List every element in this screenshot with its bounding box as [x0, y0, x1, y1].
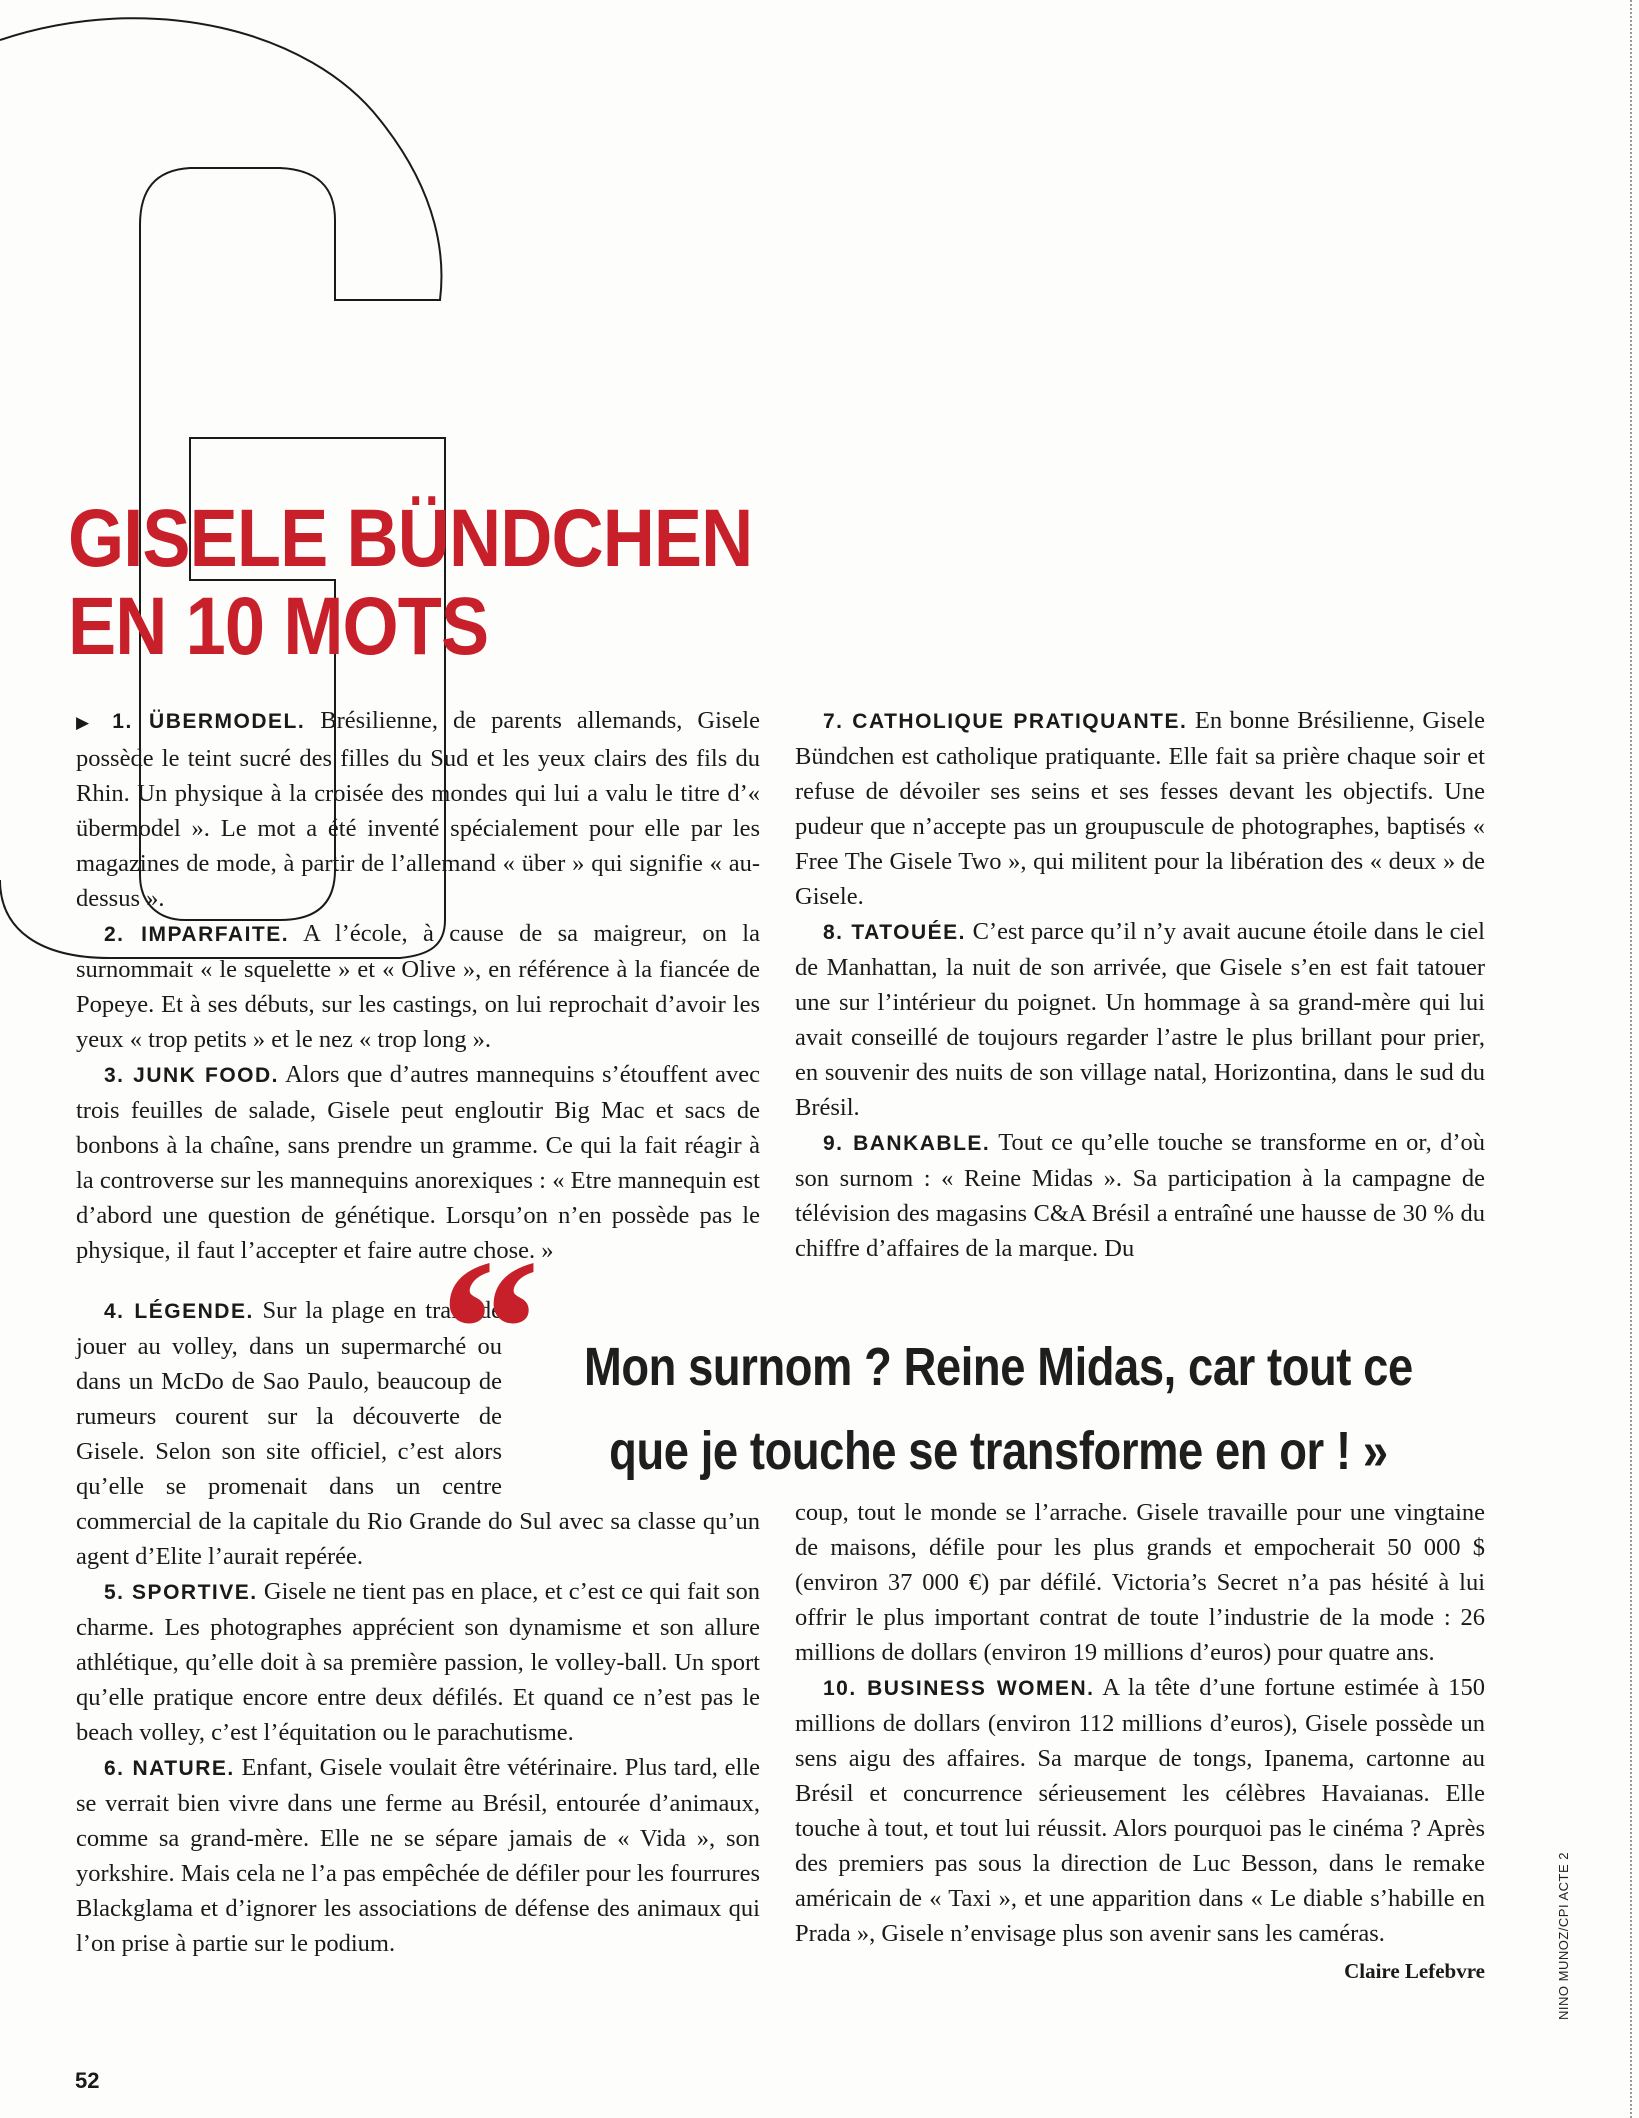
- author-byline: Claire Lefebvre: [1344, 1959, 1485, 1983]
- section-1-heading: 1. ÜBERMODEL.: [112, 710, 306, 733]
- page-edge: [1630, 0, 1635, 2118]
- section-7-heading: 7. CATHOLIQUE PRATIQUANTE.: [823, 710, 1188, 733]
- page-number: 52: [75, 2068, 100, 2093]
- section-2-text: A l’école, à cause de sa maigreur, on la surnommait « le squelette » et « Olive », en référence à la fiancée de Popeye. Et à ses débuts, sur les castings, on lui reprochait d’avoir les yeux « trop petits » et le nez « trop long ».: [76, 920, 760, 1053]
- section-9-text: Tout ce qu’elle touche se transforme en or, d’où son surnom : « Reine Midas ». Sa participation à la campagne de télévision des magasins C&A Brésil a entraîné une hausse de 30 % du chiffre d’affaires de la marque. Du: [795, 1129, 1485, 1262]
- section-6: [76, 1750, 760, 1961]
- section-1-text: Brésilienne, de parents allemands, Gisele possède le teint sucré des filles du Sud et les yeux clairs des fils du Rhin. Un physique à la croisée des mondes qui lui a valu le titre d’« übermodel ». Le mot a été inventé spécialement pour elle par les magazines de mode, à partir de l’allemand « über » qui signifie « au-dessus ».: [76, 707, 760, 912]
- section-9-heading: 9. BANKABLE.: [823, 1132, 991, 1155]
- section-7: [795, 703, 1485, 914]
- right-column-top: [795, 703, 1485, 1266]
- section-5-text: Gisele ne tient pas en place, et c’est ce qui fait son charme. Les photographes apprécient son dynamisme et son allure athlétique, qu’elle doit à sa première passion, le volley-ball. Un sport qu’elle pratique encore entre deux défilés. Et quand ce n’est pas le beach volley, c’est l’équitation ou le parachutisme.: [76, 1578, 760, 1746]
- section-1: [76, 703, 760, 916]
- section-8-text: C’est parce qu’il n’y avait aucune étoile dans le ciel de Manhattan, la nuit de son arrivée, que Gisele s’en est fait tatouer une sur l’intérieur du poignet. Un hommage à sa grand-mère qui lui avait conseillé de toujours regarder l’astre le plus brillant pour prier, en souvenir des nuits de son village natal, Horizontina, dans le sud du Brésil.: [795, 918, 1485, 1121]
- quote-mark: “: [440, 1219, 540, 1440]
- section-3-heading: 3. JUNK FOOD.: [104, 1064, 279, 1087]
- section-5-heading: 5. SPORTIVE.: [104, 1581, 258, 1604]
- section-6-text: Enfant, Gisele voulait être vétérinaire. Plus tard, elle se verrait bien vivre dans une ferme au Brésil, entourée d’animaux, comme sa grand-mère. Elle ne se sépare jamais de « Vida », son yorkshire. Mais cela ne l’a pas empêchée de défiler pour les fourrures Blackglama et d’ignorer les associations de défense des animaux qui l’on prise à partie sur le podium.: [76, 1754, 761, 1957]
- right-column-bottom: [795, 1495, 1485, 1989]
- pull-quote-text: [570, 1325, 1427, 1493]
- section-9-continued: coup, tout le monde se l’arrache. Gisele travaille pour une vingtaine de maisons, défile pour les plus grands et empocherait 50 000 $ (environ 37 000 €) par défilé. Victoria’s Secret n’a pas hésité à lui offrir le plus important contrat de toute l’industrie de la mode : 26 millions de dollars (environ 19 millions d’euros) pour quatre ans.: [795, 1499, 1485, 1666]
- section-2-heading: 2. IMPARFAITE.: [104, 923, 290, 946]
- section-8-heading: 8. TATOUÉE.: [823, 921, 966, 944]
- section-10-heading: 10. BUSINESS WOMEN.: [823, 1677, 1095, 1700]
- left-column-top: [76, 703, 760, 1268]
- section-5: [76, 1574, 760, 1750]
- section-3-text: Alors que d’autres mannequins s’étouffent avec trois feuilles de salade, Gisele peut engloutir Big Mac et sacs de bonbons à la chaîne, sans prendre un gramme. Ce qui la fait réagir à la controverse sur les mannequins anorexiques : « Etre mannequin est d’abord une question de génétique. Lorsqu’on n’en possède pas le physique, il faut l’accepter et faire autre chose. »: [76, 1061, 760, 1264]
- photo-credit: NINO MUNOZ/CPI ACTE 2: [1556, 1852, 1571, 2020]
- section-7-text: En bonne Brésilienne, Gisele Bündchen est catholique pratiquante. Elle fait sa prière chaque soir et refuse de dévoiler ses seins et ses fesses devant les objectifs. Une pudeur que n’accepte pas un groupuscule de photographes, baptisés « Free The Gisele Two », qui militent pour la libération des « deux » de Gisele.: [795, 707, 1485, 910]
- section-10-text: A la tête d’une fortune estimée à 150 millions de dollars (environ 112 millions d’euros), Gisele possède un sens aigu des affaires. Sa marque de tongs, Ipanema, cartonne au Brésil et concurrence sérieusement les célèbres Havaianas. Elle touche à tout, et tout lui réussit. Alors pourquoi pas le cinéma ? Après des premiers pas sous la direction de Luc Besson, dans le remake américain de « Taxi », et une apparition dans « Le diable s’habille en Prada », Gisele n’envisage plus son avenir sans les caméras.: [795, 1674, 1485, 1947]
- section-6-heading: 6. NATURE.: [104, 1757, 235, 1780]
- section-3: [76, 1057, 760, 1268]
- title-line-2: EN 10 MOTS: [68, 581, 489, 672]
- section-2: [76, 916, 760, 1057]
- article-title: [68, 495, 752, 671]
- pull-quote-line-2: que je touche se transforme en or ! »: [609, 1421, 1388, 1481]
- title-line-1: GISELE BÜNDCHEN: [68, 493, 753, 584]
- bullet-arrow-icon: ▶: [76, 713, 113, 733]
- section-8: [795, 914, 1485, 1125]
- section-4-text: Sur la plage en train de jouer au volley, dans un supermarché ou dans un McDo de Sao Paulo, beaucoup de rumeurs courent sur la découverte de Gisele. Selon son site officiel, c’est alors qu’elle se promenait dans un centre commercial de la capitale du Rio Grande do Sul avec sa classe qu’un agent d’Elite l’aurait repérée.: [76, 1297, 760, 1570]
- pull-quote-line-1: Mon surnom ? Reine Midas, car tout ce: [584, 1337, 1413, 1397]
- section-9: [795, 1125, 1485, 1266]
- section-4-heading: 4. LÉGENDE.: [104, 1300, 254, 1323]
- section-10: [795, 1670, 1485, 1983]
